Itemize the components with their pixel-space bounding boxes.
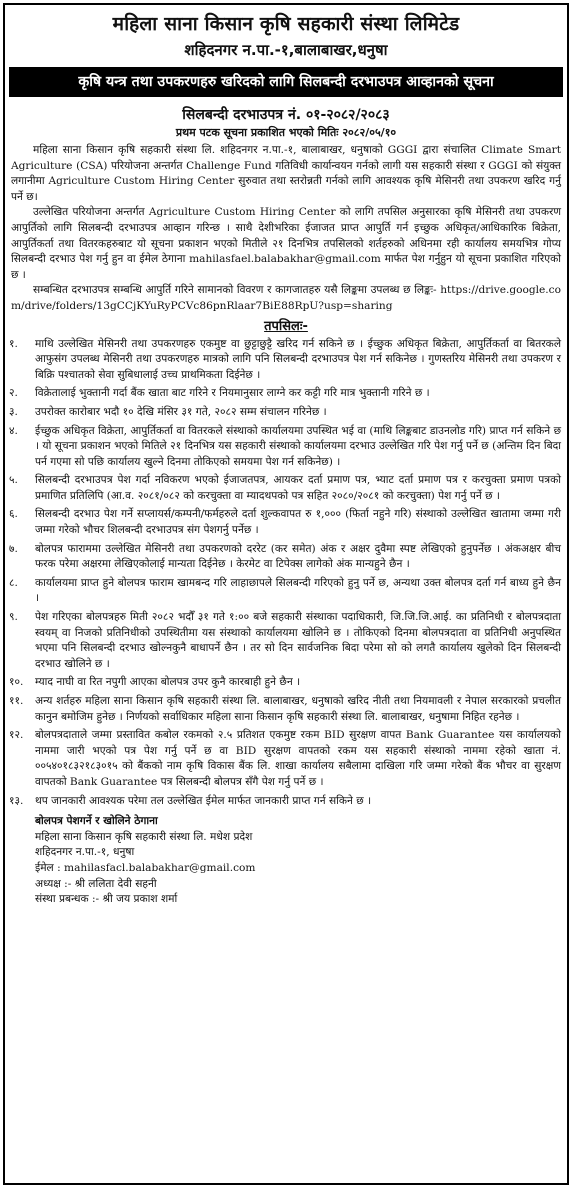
term-text: सिलबन्दी दरभाउ पेश गर्ने सप्लायर्स/कम्पनी/फर्महरुले दर्ता शुल्कवापत रु १,००० (फिर्ता नहुने गरि) संस्थाको उल्लेखित खातामा जम्मा गरी जम्मा गरेको भौचर शिलबन्दी दरभाउपत्र संग पेशगर्नु पर्नेछ । (35, 508, 561, 537)
term-text: सिलबन्दी दरभाउपत्र पेश गर्दा नविकरण भएको ईजाजतपत्र, आयकर दर्ता प्रमाण पत्र, भ्याट दर्ता प्रमाण पत्र र करचुक्ता प्रमाण पत्रको प्रमाणित प्रतिलिपि (आ.व. २०८१/०८२ को करचुक्ता वा म्यादथपको पत्र सहित २०८०/२०८१ को करचुक्ता) पेश गर्नु पर्ने छ । (35, 474, 561, 502)
address-chairperson: अध्यक्ष :- श्री ललिता देवी सहनी (35, 877, 157, 890)
term-number: ६. (9, 508, 18, 521)
term-item (9, 694, 561, 725)
term-number: ३. (9, 405, 18, 418)
term-item (9, 675, 561, 691)
term-item (9, 405, 561, 421)
term-text: ईच्छुक अधिकृत विक्रेता, आपुर्तिकर्ता वा वितरकले संस्थाको कार्यालयमा उपस्थित भई वा (माथि लिङ्कबाट डाउनलोड गरि) प्राप्त गर्न सकिने छ । यो सूचना प्रकाशन भएको मितिले २१ दिनभित्र यस सहकारी संस्थाको कार्यालयमा दरभाउ उल्लेखित गरि पेश गर्नु पर्ने छ (अन्तिम दिन बिदा पर्न गएमा सो पछि कार्यालय खुल्ने दिनमा तोकिएको समयमा पेश गर्न सकिनेछ) । (35, 424, 561, 468)
term-item (9, 794, 561, 810)
address-manager: संस्था प्रबन्धक :- श्री जय प्रकाश शर्मा (35, 893, 178, 906)
intro-paragraph-1: महिला साना किसान कृषि सहकारी संस्था लि. शहिदनगर न.पा.-१, बालाबाखर, धनुषाको GGGI द्वारा संचालित Climate Smart Agriculture (CSA) परियोजना अन्तर्गत Challenge Fund गतिविधी कार्यान्वयन गर्नको लागी यस सहकारी संस्था र GGGI को संयुक्त लगानीमा Agriculture Custom Hiring Center सुरुवात तथा स्तरोन्नती गर्नको लागि आवश्यक कृषि मेसिनरी तथा उपकरण खरिद गर्नु पर्ने छ। (11, 144, 561, 203)
term-text: अन्य शर्तहरु महिला साना किसान कृषि सहकारी संस्था लि. बालाबाखर, धनुषाको खरिद नीती तथा नियमावली र नेपाल सरकारको प्रचलीत कानुन बमोजिम हुनेछ । निर्णयको सर्वाधिकार महिला साना किसान कृषि सहकारी संस्था लि. बालाबाखर, धनुषामा निहित रहनेछ । (35, 695, 561, 723)
term-item (9, 473, 561, 504)
term-text: विक्रेतालाई भुक्तानी गर्दा बैंक खाता बाट गरिने र नियमानुसार लाग्ने कर कट्टी गरि मात्र भुक्तानी गरिने छ । (35, 387, 430, 400)
term-item (9, 576, 561, 607)
term-text: उपरोक्त कारोबार भदौ १० देखि मंसिर ३१ गते, २०८२ सम्म संचालन गरिनेछ । (35, 405, 327, 418)
term-number: ७. (9, 542, 18, 555)
term-item (9, 424, 561, 471)
submission-address (5, 812, 567, 908)
address-line-location: शहिदनगर न.पा.-१, धनुषा (35, 846, 135, 859)
intro-paragraph-link: सम्बन्धित दरभाउपत्र सम्बन्धि आपुर्ति गरिने सामानको विवरण र कागजातहरु यसै लिङ्कमा उपलब्ध छ लिङ्कः- https://drive.google.com/drive/folders/13gCCjKYuRyPCVc86pnRlaar7BiE88RpU?usp=sharing (11, 284, 561, 312)
tender-number: सिलबन्दी दरभाउपत्र नं. ०१-२०८२/२०८३ (182, 107, 390, 123)
term-text: म्याद नाघी वा रित नपुगी आएका बोलपत्र उपर कुनै कारबाही हुने छैन । (35, 676, 301, 689)
term-number: ११. (9, 695, 24, 707)
term-text: पेश गरिएका बोलपत्रहरु मिती २०८२ भदौँ ३१ गते १:०० बजे सहकारी संस्थाका पदाधिकारी, जि.जि.जि.आई. का प्रतिनिधी र बोलपत्रदाता स्वयम् वा निजको प्रतिनिधीको उपस्थितीमा यस संस्थाको कार्यालयमा खोलिने छ । तोकिएको दिनमा बोलपत्रदाता वा प्रतिनिधी अनुपस्थित भएमा पनि सिलबन्दी दरभाउ खोल्नकुनै बाधापर्ने छैन । तर सो दिन सार्वजनिक बिदा परेमा सो को लगतै कार्यालय खुलेको दिन सिलबन्दी दरभाउ खोलिने छ । (35, 611, 561, 670)
term-number: ९. (9, 611, 18, 624)
term-item (9, 507, 561, 538)
tender-notice (3, 3, 569, 1185)
term-item (9, 542, 561, 573)
term-item (9, 610, 561, 672)
schedule-heading: तपसिलः- (264, 318, 308, 334)
term-number: १०. (9, 676, 24, 689)
term-number: १२. (9, 729, 24, 742)
term-number: ८. (9, 576, 18, 589)
term-number: २. (9, 387, 18, 400)
address-title: बोलपत्र पेशगर्ने र खोलिने ठेगाना (35, 815, 158, 828)
intro-section (5, 141, 567, 315)
term-text: थप जानकारी आवश्यक परेमा तल उल्लेखित ईमेल मार्फत जानकारी प्राप्त गर्न सकिने छ । (35, 794, 372, 807)
term-text: कार्यालयमा प्राप्त हुने बोलपत्र फाराम खामबन्द गरि लाहाछापले सिलबन्दी गरिएको हुनु पर्ने छ, अन्यथा उक्त बोलपत्र दर्ता गर्न बाध्य हुने छैन । (35, 576, 561, 605)
intro-paragraph-2: उल्लेखित परियोजना अन्तर्गत Agriculture Custom Hiring Center को लागि तपसिल अनुसारका कृषि मेसिनरी तथा उपकरण आपुर्तिको लागि सिलबन्दी दरभाउपत्र आव्हान गरिन्छ । साथै देशीभरिका ईजाजत प्राप्त आपुर्ति गर्न इच्छुक अधिकृत/आधिकारिक बिक्रेता, आपुर्तिकर्ता तथा वितरकहरुबाट यो सूचना प्रकाशन भएको मितीले २१ दिनभित्र तपसिलको शर्तहरुको अधिनमा रही कार्यालय समयभित्र गोप्य सिलबन्दी दरभाउ पेश गर्नु हुन वा ईमेल ठेगाना mahilasfael.balabakhar@gmail.com मार्फत पेश गर्नुहुन यो सूचना प्रकाशित गरिएको छ । (11, 206, 561, 281)
term-number: ५. (9, 474, 18, 487)
notice-banner: कृषि यन्त्र तथा उपकरणहरु खरिदको लागि सिलबन्दी दरभाउपत्र आव्हानको सूचना (9, 67, 563, 97)
term-text: बोलपत्र फाराममा उल्लेखित मेसिनरी तथा उपकरणको दररेट (कर समेत) अंक र अक्षर दुवैमा स्पष्ट लेखिएको हुनुपर्नेछ । अंकअक्षर बीच फरक परेमा अक्षरमा लेखिएकोलाई मान्यता दिईनेछ । केरमेट वा टिपेक्स लागेको अंक मान्यहुने छैन । (35, 542, 561, 571)
organization-name: महिला साना किसान कृषि सहकारी संस्था लिमिटेड (112, 13, 460, 35)
address-email: ईमेल : mahilasfacl.balabakhar@gmail.com (35, 861, 256, 874)
address-line-organization: महिला साना किसान कृषि सहकारी संस्था लि. मधेश प्रदेश (35, 830, 253, 843)
term-item (9, 386, 561, 402)
term-number: १. (9, 337, 18, 350)
terms-list (5, 337, 567, 810)
publication-date: प्रथम पटक सूचना प्रकाशित भएको मितिः २०८२/०५/१० (175, 126, 397, 139)
term-number: १३. (9, 794, 24, 807)
organization-address: शहिदनगर न.पा.-१,बालाबाखर,धनुषा (184, 41, 388, 59)
term-item (9, 337, 561, 384)
term-number: ४. (9, 424, 18, 437)
term-text: बोलपत्रदाताले जम्मा प्रस्तावित कबोल रकमको २.५ प्रतिशत एकमुष्ट रकम BID सुरक्षण वापत Bank Guarantee यस कार्यालयको नाममा जारी भएको पत्र पेश गर्नु पर्ने छ वा BID सुरक्षण वापतको रकम यस सहकारी संस्थाको नाममा रहेको खाता नं. ००५४०१८३२१८३०१५ को बैंकको नाम कृषि विकास बैंक लि. शाखा कार्यालय सबैलामा दाखिला गरि जम्मा गरेको बैंक भौचर वा सुरक्षण वापतको Bank Guarantee पत्र सिलबन्दी बोलपत्र सँगै पेश गर्नु पर्ने छ । (35, 729, 561, 788)
term-item (9, 728, 561, 790)
term-text: माथि उल्लेखित मेसिनरी तथा उपकरणहरु एकमुष्ट वा छुट्टाछुट्टै खरिद गर्न सकिने छ । ईच्छुक अधिकृत बिक्रेता, आपुर्तिकर्ता वा बितरकले आफुसंग उपलब्ध मेसिनरी तथा उपकरणहरु मात्रको लागि पनि सिलबन्दी दरभाउपत्र पेश गर्न सकिनेछ । गुणस्तरिय मेसिनरी तथा उपकरण र बिक्रि पश्चातको सेवा सुबिधालाई उच्च प्राथमिकता दिईनेछ । (35, 337, 561, 381)
